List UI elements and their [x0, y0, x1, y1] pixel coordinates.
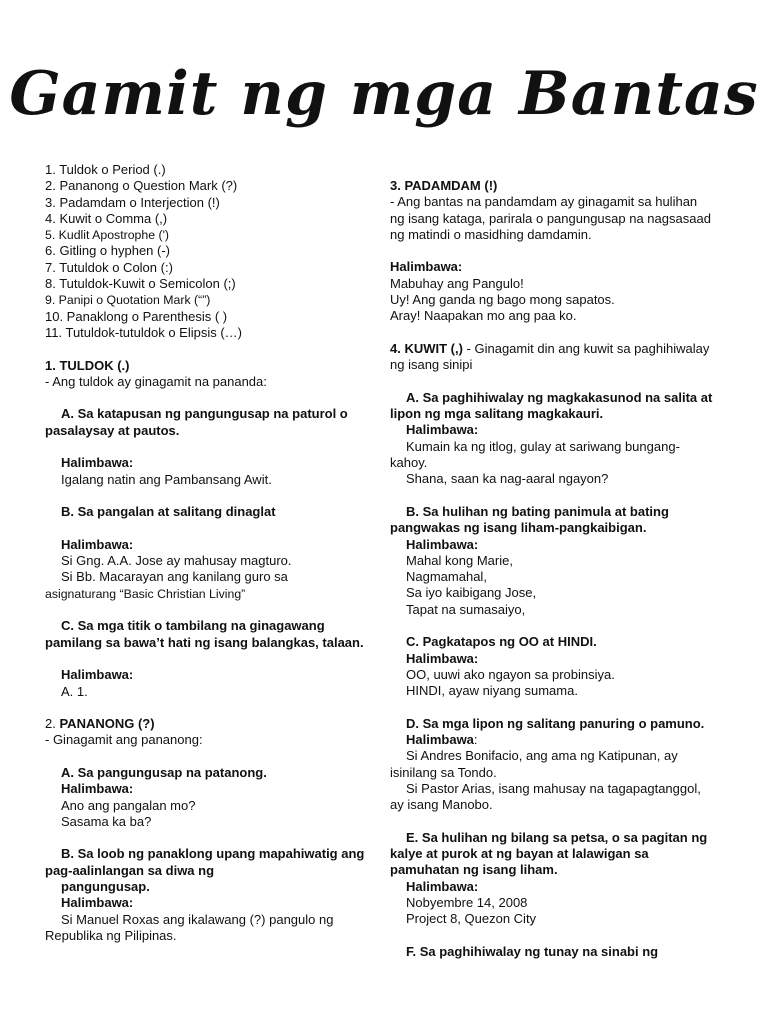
section-intro: - Ang bantas na pandamdam ay ginagamit sa hulihan ng isang kataga, parirala o pangungusap na nagsasaad ng matindi o masidhing damdamin. — [390, 194, 711, 242]
example-label: Halimbawa: — [406, 878, 479, 894]
example-text: asignaturang “Basic Christian Living” — [45, 586, 246, 601]
example-text: Si Andres Bonifacio, ang ama ng Katipunan, ay — [406, 748, 678, 764]
example-text: Mabuhay ang Pangulo! — [390, 275, 524, 291]
list-item: 8. Tutuldok-Kuwit o Semicolon (;) — [45, 276, 236, 292]
list-item: 1. Tuldok o Period (.) — [45, 162, 166, 177]
example-label: Halimbawa: — [61, 667, 134, 683]
example-text: ay isang Manobo. — [390, 797, 493, 813]
rule-heading: F. Sa paghihiwalay ng tunay na sinabi ng — [406, 943, 659, 959]
example-text: Aray! Naapakan mo ang paa ko. — [390, 308, 577, 324]
list-item: 2. Pananong o Question Mark (?) — [45, 178, 238, 194]
list-item: 11. Tutuldok-tutuldok o Elipsis (…) — [45, 324, 243, 340]
example-text: kahoy. — [390, 455, 428, 471]
example-text: HINDI, ayaw niyang sumama. — [406, 683, 578, 699]
list-item: 7. Tutuldok o Colon (:) — [45, 259, 173, 275]
page-title: Gamit ng mga Bantas — [9, 59, 759, 129]
example-text: OO, uuwi ako ngayon sa probinsiya. — [406, 666, 615, 682]
example-label: Halimbawa: — [61, 895, 134, 911]
section-heading: 1. TULDOK (.) — [45, 357, 130, 373]
example-label: Halimbawa: — [406, 732, 478, 748]
example-text: Tapat na sumasaiyo, — [406, 601, 526, 617]
rule-heading: B. Sa pangalan at salitang dinaglat — [61, 504, 276, 520]
example-text: Si Pastor Arias, isang mahusay na tagapagtanggol, — [406, 780, 701, 796]
example-text: Kumain ka ng itlog, gulay at sariwang bungang- — [406, 438, 680, 454]
example-label: Halimbawa: — [406, 422, 479, 438]
section-heading: 3. PADAMDAM (!) — [390, 178, 498, 193]
section-intro: - Ginagamit ang pananong: — [45, 732, 203, 748]
section-intro: - Ang tuldok ay ginagamit na pananda: — [45, 373, 267, 389]
example-text: Si Bb. Macarayan ang kanilang guro sa — [61, 569, 288, 585]
example-text: isinilang sa Tondo. — [390, 764, 497, 780]
right-column — [390, 178, 715, 960]
example-text: Nobyembre 14, 2008 — [406, 895, 528, 911]
example-label: Halimbawa: — [61, 536, 134, 552]
example-text: A. 1. — [61, 683, 88, 699]
list-item: 5. Kudlit Apostrophe (') — [45, 228, 170, 243]
rule-heading: B. Sa hulihan ng bating panimula at bating pangwakas ng isang liham-pangkaibigan. — [390, 503, 669, 536]
rule-heading: E. Sa hulihan ng bilang sa petsa, o sa pagitan ng kalye at purok at ng bayan at lalawigan sa pamuhatan ng isang liham. — [390, 829, 708, 878]
example-text: Nagmamahal, — [406, 569, 487, 585]
example-text: Igalang natin ang Pambansang Awit. — [61, 471, 272, 487]
list-item: 4. Kuwit o Comma (,) — [45, 210, 168, 226]
list-item: 9. Panipi o Quotation Mark (“”) — [45, 293, 211, 308]
example-text: Ano ang pangalan mo? — [61, 797, 196, 813]
example-text: Si Gng. A.A. Jose ay mahusay magturo. — [61, 553, 292, 569]
example-label: Halimbawa: — [406, 536, 479, 552]
list-item: 6. Gitling o hyphen (-) — [45, 243, 171, 259]
rule-heading: B. Sa loob ng panaklong upang mapahiwatig ang pag-aalinlangan sa diwa ng — [45, 846, 365, 878]
example-text: Sasama ka ba? — [61, 813, 152, 829]
section-heading: 4. KUWIT (,) - Ginagamit din ang kuwit sa paghihiwalay ng isang sinipi — [390, 340, 710, 373]
section-heading: 2. PANANONG (?) — [45, 716, 155, 732]
example-text: Mahal kong Marie, — [406, 552, 513, 568]
rule-heading: A. Sa katapusan ng pangungusap na paturol o pasalaysay at pautos. — [45, 406, 348, 438]
rule-heading: C. Pagkatapos ng OO at HINDI. — [406, 634, 597, 650]
example-text: Shana, saan ka nag-aaral ngayon? — [406, 471, 609, 487]
example-text: Si Manuel Roxas ang ikalawang (?) pangulo ng — [61, 911, 334, 927]
punctuation-list — [45, 162, 370, 341]
list-item: 3. Padamdam o Interjection (!) — [45, 194, 220, 210]
example-label: Halimbawa: — [61, 455, 134, 471]
example-label: Halimbawa: — [390, 259, 463, 275]
rule-heading: C. Sa mga titik o tambilang na ginagawang pamilang sa bawa’t hati ng isang balangkas, talaan. — [45, 618, 364, 650]
left-column — [45, 162, 370, 944]
rule-heading: A. Sa pangungusap na patanong. — [61, 764, 267, 780]
example-text: Uy! Ang ganda ng bago mong sapatos. — [390, 292, 615, 308]
example-text: Republika ng Pilipinas. — [45, 927, 177, 943]
example-text: Project 8, Quezon City — [406, 911, 537, 927]
rule-heading: A. Sa paghihiwalay ng magkakasunod na salita at lipon ng mga salitang magkakauri. — [390, 389, 713, 422]
example-label: Halimbawa: — [406, 650, 479, 666]
rule-heading: D. Sa mga lipon ng salitang panuring o pamuno. — [406, 715, 705, 731]
list-item: 10. Panaklong o Parenthesis ( ) — [45, 308, 228, 324]
example-text: Sa iyo kaibigang Jose, — [406, 585, 537, 601]
example-label: Halimbawa: — [61, 781, 134, 797]
rule-heading-cont: pangungusap. — [61, 879, 150, 895]
